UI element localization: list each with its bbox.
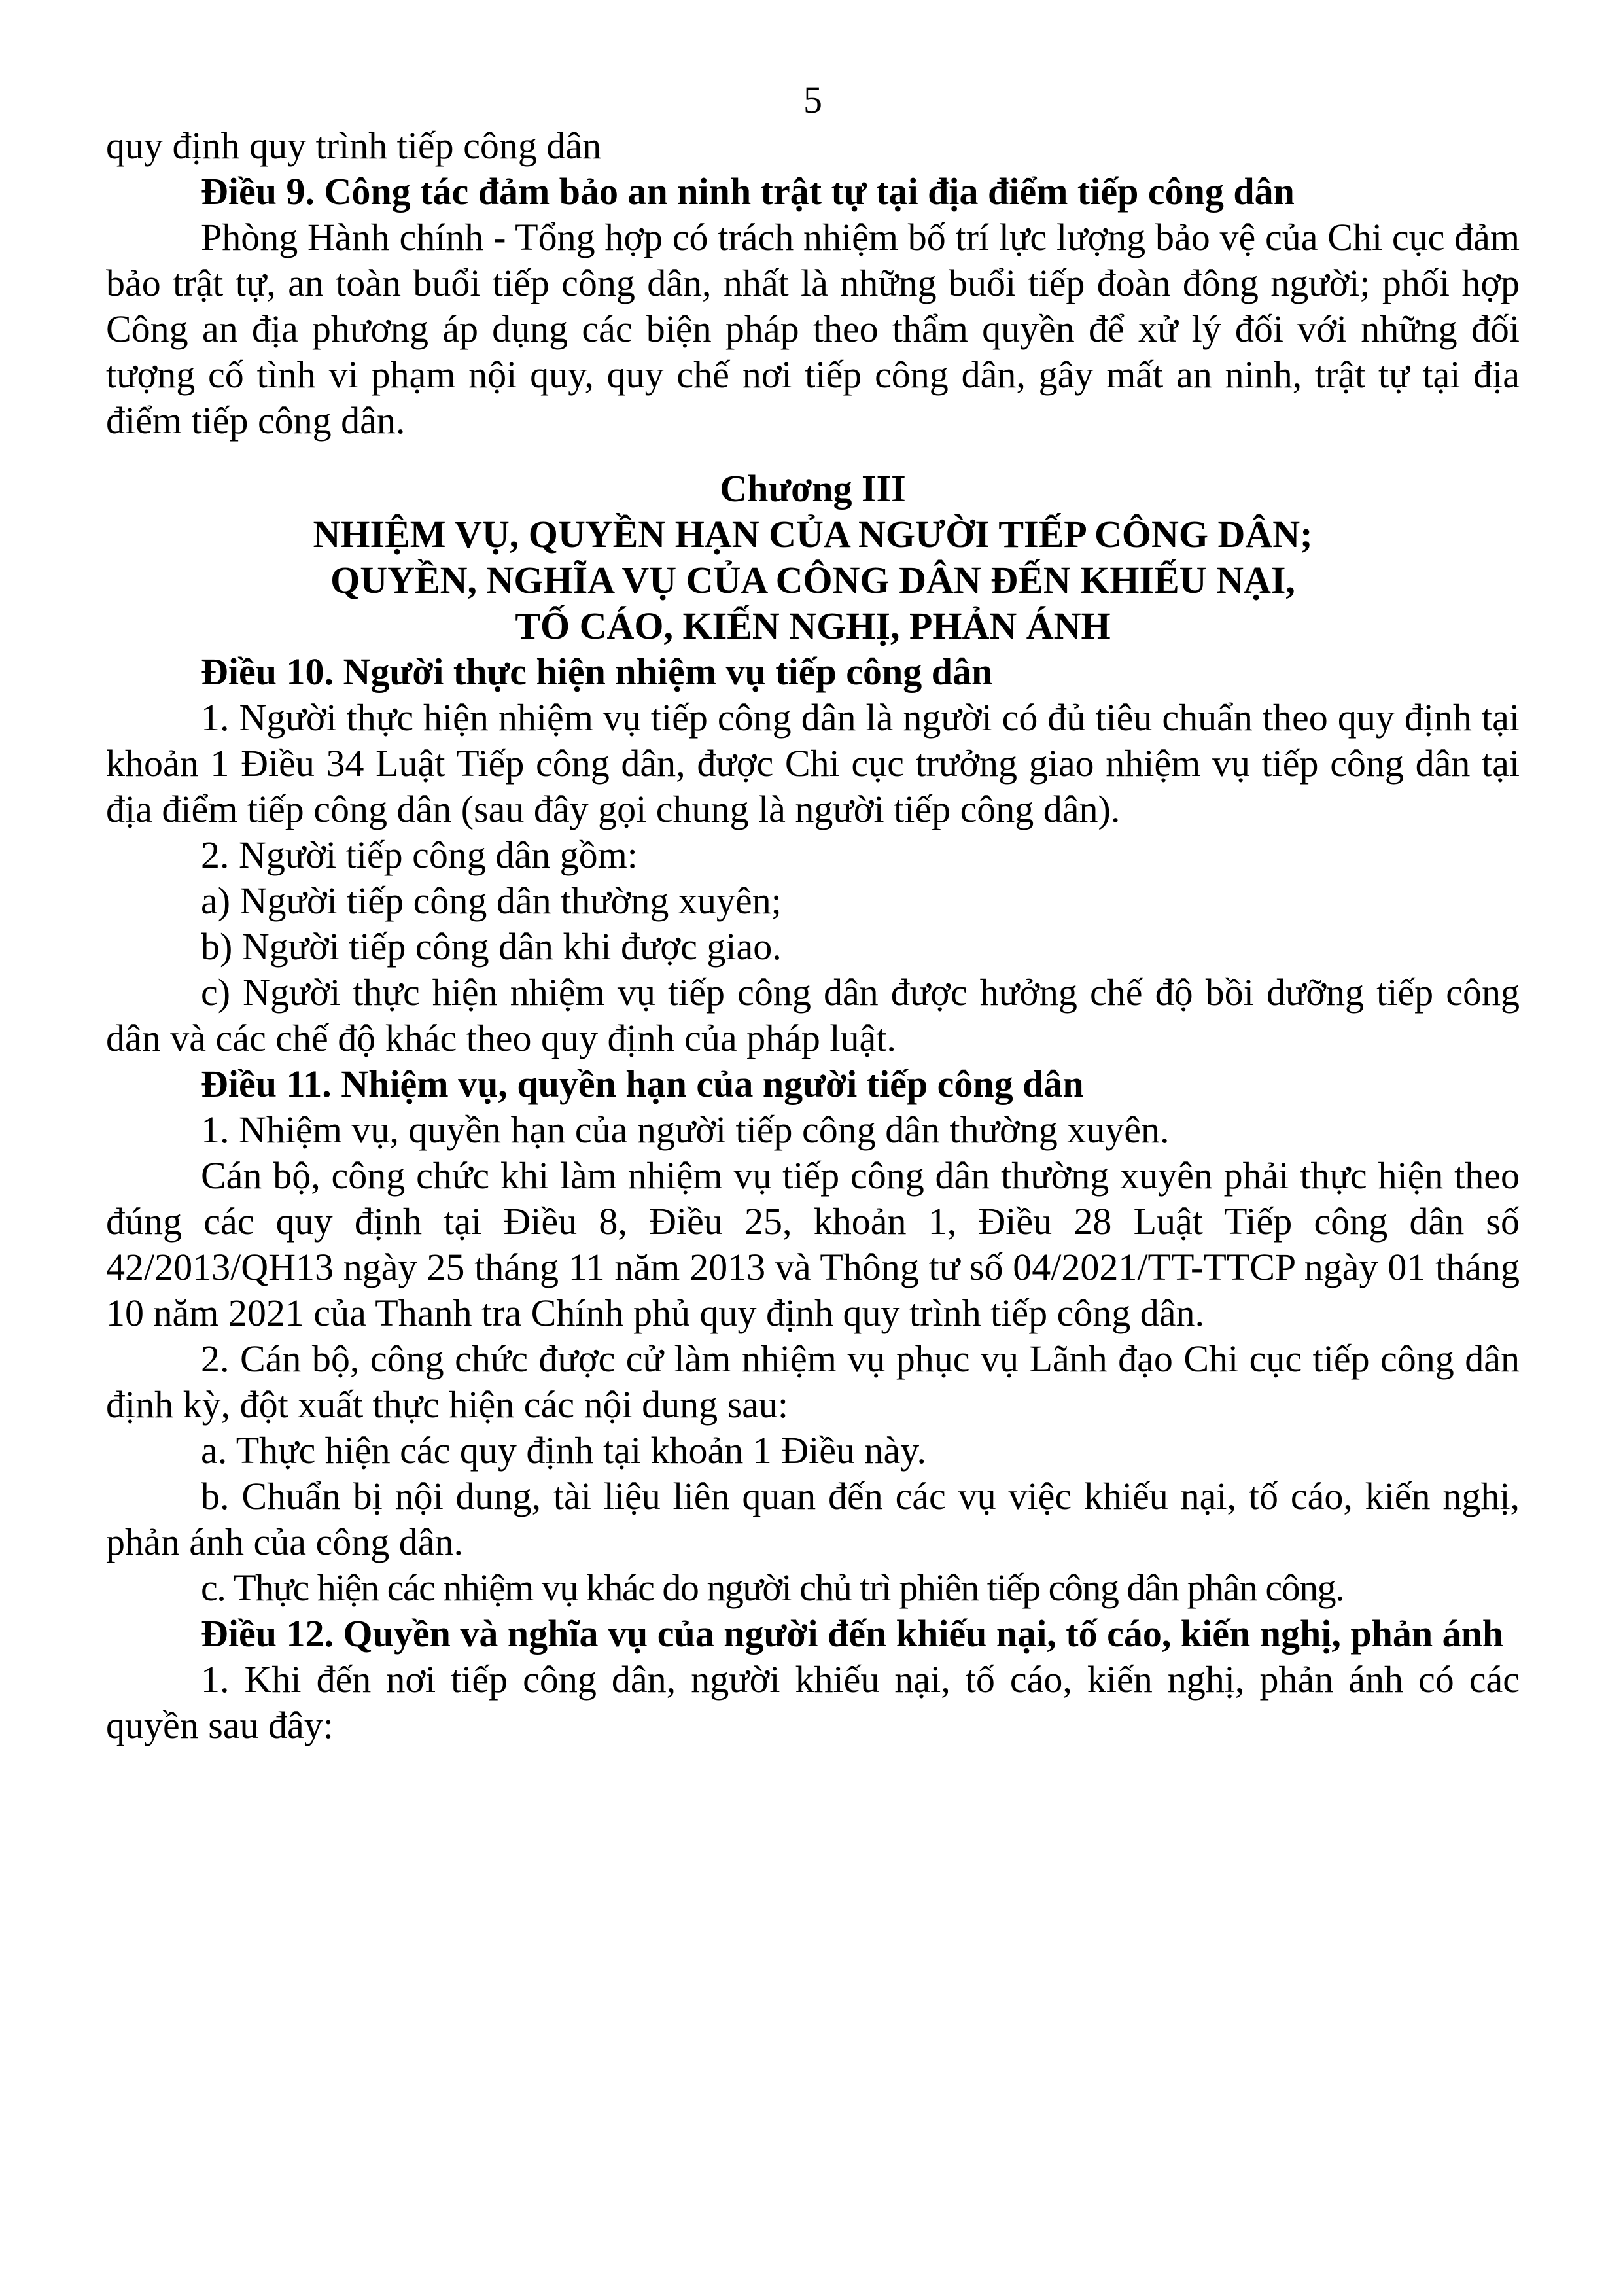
paragraph: 2. Người tiếp công dân gồm:	[201, 834, 638, 876]
chapter-title-line: TỐ CÁO, KIẾN NGHỊ, PHẢN ÁNH	[515, 605, 1111, 647]
chapter-number: Chương III	[720, 467, 906, 510]
article-9-heading: Điều 9. Công tác đảm bảo an ninh trật tự tại địa điểm tiếp công dân	[201, 170, 1295, 213]
chapter-heading	[106, 466, 1520, 649]
paragraph: 2. Cán bộ, công chức được cử làm nhiệm vụ phục vụ Lãnh đạo Chi cục tiếp công dân định kỳ, đột xuất thực hiện các nội dung sau:	[106, 1337, 1520, 1426]
paragraph: 1. Nhiệm vụ, quyền hạn của người tiếp công dân thường xuyên.	[201, 1108, 1170, 1151]
paragraph: 1. Khi đến nơi tiếp công dân, người khiếu nại, tố cáo, kiến nghị, phản ánh có các quyền sau đây:	[106, 1658, 1520, 1746]
article-10-heading: Điều 10. Người thực hiện nhiệm vụ tiếp công dân	[201, 650, 993, 693]
paragraph: Cán bộ, công chức khi làm nhiệm vụ tiếp công dân thường xuyên phải thực hiện theo đúng các quy định tại Điều 8, Điều 25, khoản 1, Điều 28 Luật Tiếp công dân số 42/2013/QH13 ngày 25 tháng 11 năm 2013 và Thông tư số 04/2021/TT-TTCP ngày 01 tháng 10 năm 2021 của Thanh tra Chính phủ quy định quy trình tiếp công dân.	[106, 1154, 1520, 1334]
paragraph: 1. Người thực hiện nhiệm vụ tiếp công dân là người có đủ tiêu chuẩn theo quy định tại khoản 1 Điều 34 Luật Tiếp công dân, được Chi cục trưởng giao nhiệm vụ tiếp công dân tại địa điểm tiếp công dân (sau đây gọi chung là người tiếp công dân).	[106, 696, 1520, 830]
list-item: a) Người tiếp công dân thường xuyên;	[201, 879, 782, 922]
chapter-title-line: QUYỀN, NGHĨA VỤ CỦA CÔNG DÂN ĐẾN KHIẾU NẠI,	[330, 559, 1295, 601]
list-item: a. Thực hiện các quy định tại khoản 1 Điều này.	[201, 1429, 926, 1472]
list-item: c. Thực hiện các nhiệm vụ khác do người chủ trì phiên tiếp công dân phân công.	[201, 1566, 1344, 1609]
list-item: c) Người thực hiện nhiệm vụ tiếp công dân được hưởng chế độ bồi dưỡng tiếp công dân và các chế độ khác theo quy định của pháp luật.	[106, 971, 1520, 1059]
page-number: 5	[803, 79, 822, 121]
list-item: b. Chuẩn bị nội dung, tài liệu liên quan đến các vụ việc khiếu nại, tố cáo, kiến nghị, phản ánh của công dân.	[106, 1475, 1520, 1563]
article-11-heading: Điều 11. Nhiệm vụ, quyền hạn của người tiếp công dân	[201, 1063, 1084, 1105]
article-12-heading: Điều 12. Quyền và nghĩa vụ của người đến khiếu nại, tố cáo, kiến nghị, phản ánh	[201, 1612, 1504, 1655]
list-item: b) Người tiếp công dân khi được giao.	[201, 925, 782, 968]
paragraph-continuation: quy định quy trình tiếp công dân	[106, 124, 602, 167]
paragraph: Phòng Hành chính - Tổng hợp có trách nhiệm bố trí lực lượng bảo vệ của Chi cục đảm bảo trật tự, an toàn buổi tiếp công dân, nhất là những buổi tiếp đoàn đông người; phối hợp Công an địa phương áp dụng các biện pháp theo thẩm quyền để xử lý đối với những đối tượng cố tình vi phạm nội quy, quy chế nơi tiếp công dân, gây mất an ninh, trật tự tại địa điểm tiếp công dân.	[106, 216, 1520, 442]
chapter-title-line: NHIỆM VỤ, QUYỀN HẠN CỦA NGƯỜI TIẾP CÔNG DÂN;	[313, 513, 1313, 556]
